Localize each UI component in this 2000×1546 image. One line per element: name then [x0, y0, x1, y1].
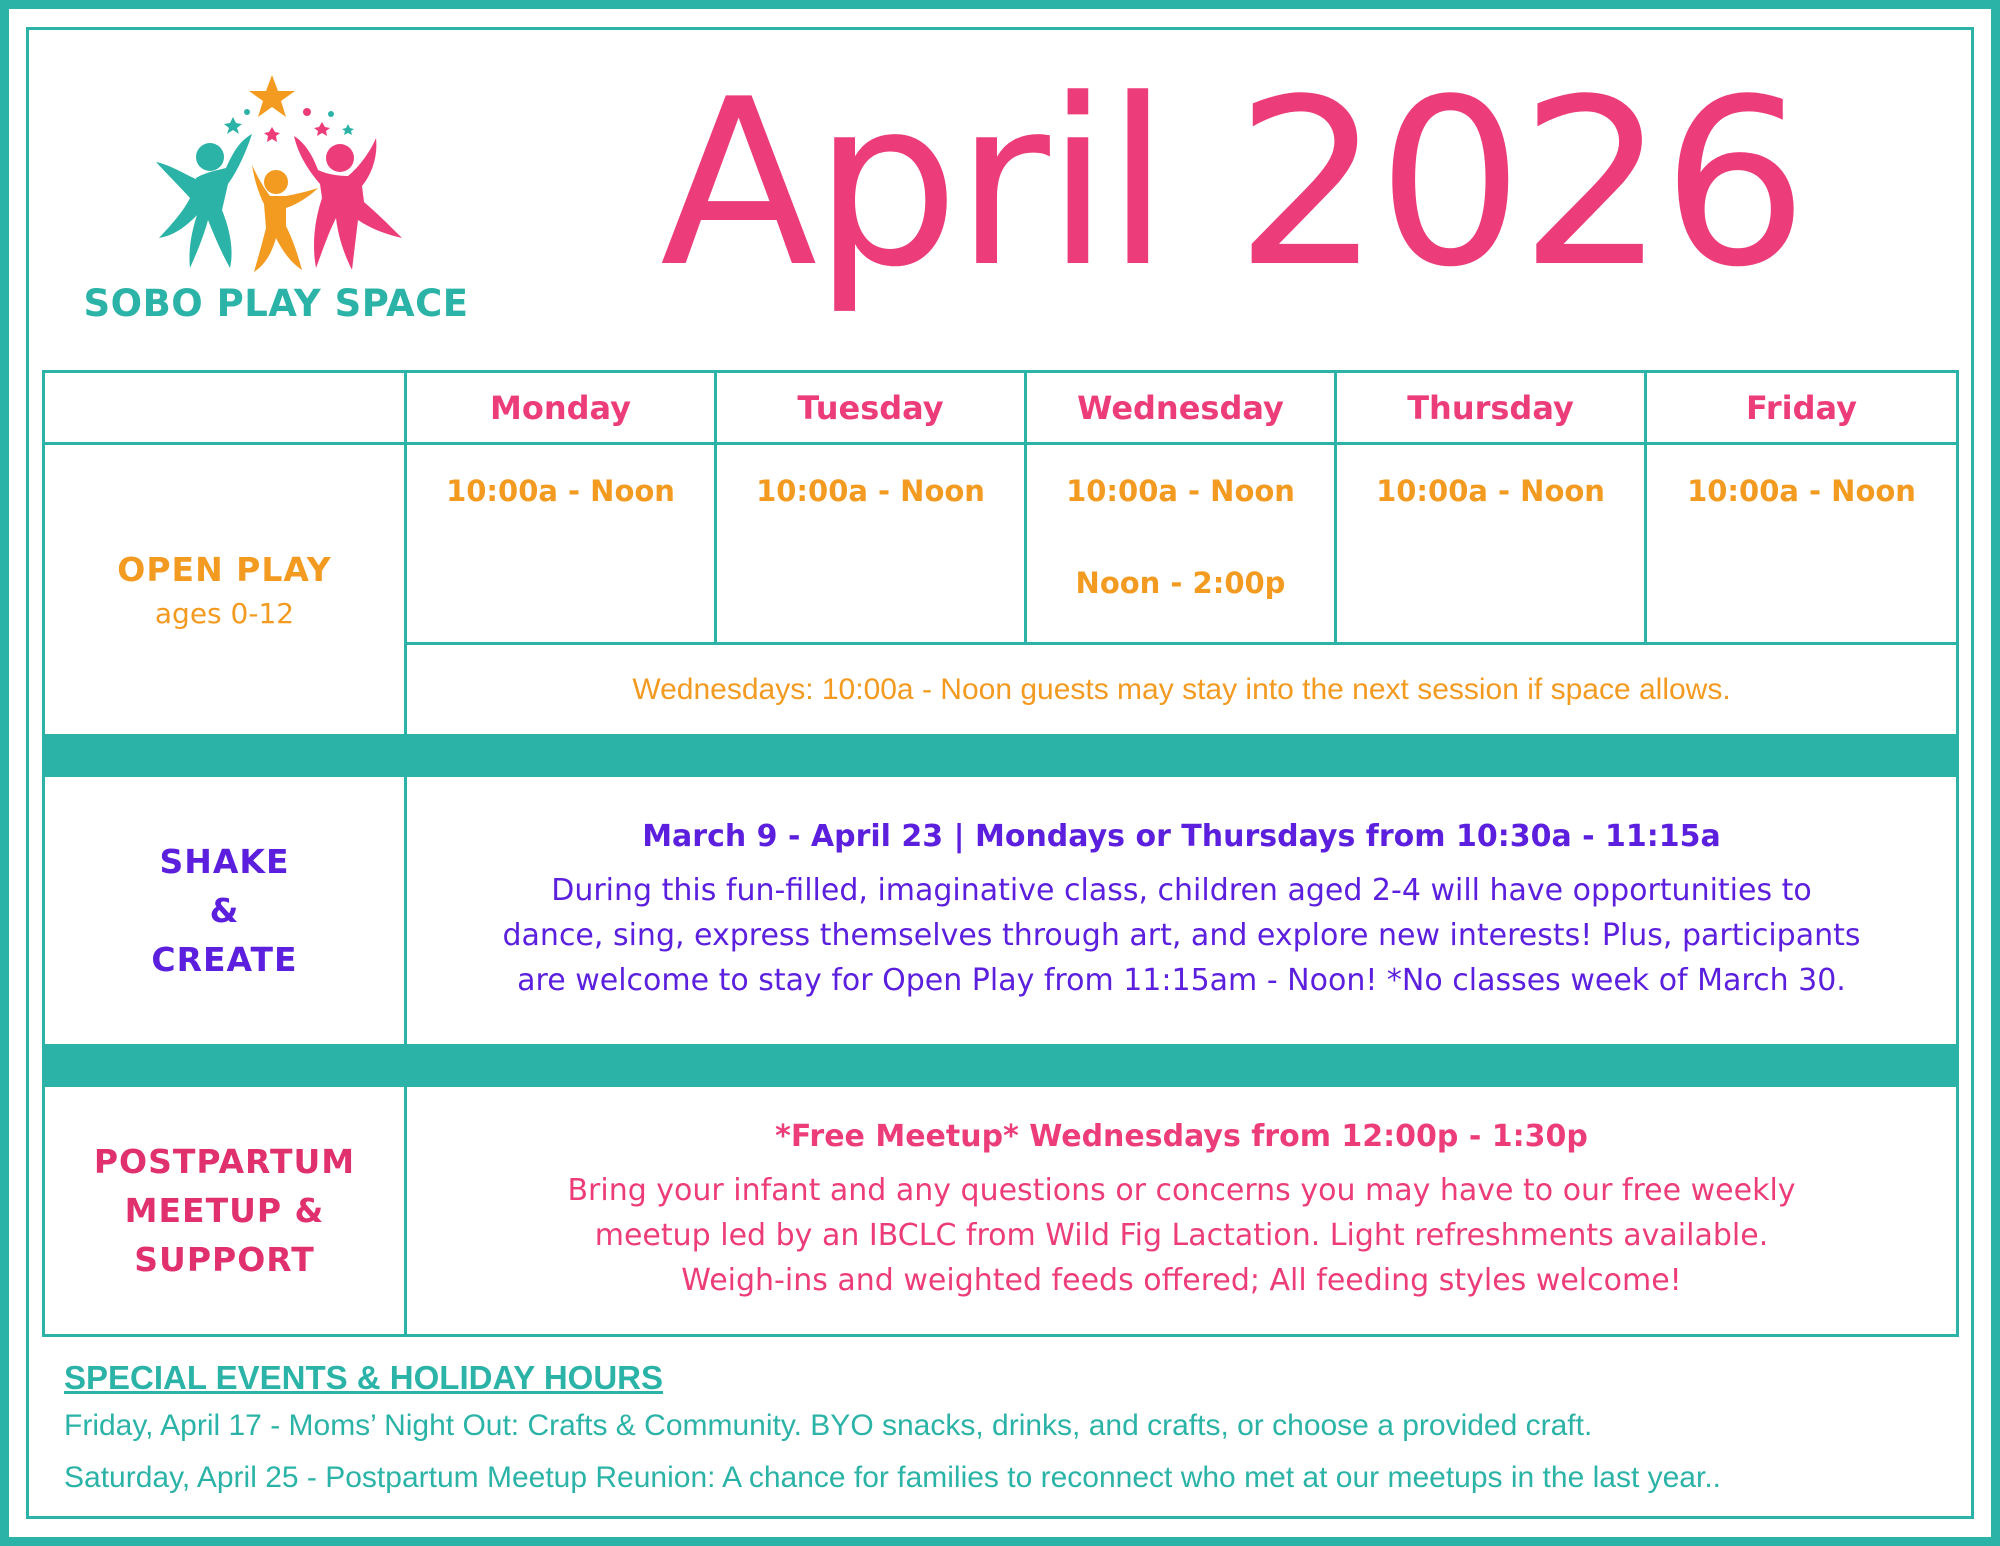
shake-create-label-line: CREATE — [151, 940, 298, 979]
open-play-monday — [406, 444, 716, 644]
postpartum-description — [407, 1168, 1956, 1303]
divider-band — [44, 736, 1958, 776]
description-line: Bring your infant and any questions or concerns you may have to our free weekly — [567, 1172, 1796, 1208]
description-line: meetup led by an IBCLC from Wild Fig Lactation. Light refreshments available. — [594, 1217, 1769, 1253]
shake-create-details — [406, 776, 1958, 1046]
postpartum-details — [406, 1086, 1958, 1336]
postpartum-label-line: SUPPORT — [134, 1240, 315, 1279]
brand-logo — [76, 70, 476, 340]
three-kids-jumping-stars-logo-icon — [126, 70, 426, 275]
postpartum-label-line: MEETUP & — [124, 1191, 325, 1230]
description-line: Weigh-ins and weighted feeds offered; All feeding styles welcome! — [681, 1262, 1682, 1298]
day-header-tuesday: Tuesday — [716, 372, 1026, 444]
day-header-wednesday: Wednesday — [1026, 372, 1336, 444]
time-slot: 10:00a - Noon — [1376, 474, 1605, 508]
open-play-row — [44, 444, 1958, 644]
time-slot: Noon - 2:00p — [1075, 566, 1286, 600]
day-header-monday: Monday — [406, 372, 716, 444]
open-play-thursday — [1336, 444, 1646, 644]
divider-band-cell — [44, 736, 1958, 776]
shake-create-headline: March 9 - April 23 | Mondays or Thursdays from 10:30a - 11:15a — [642, 818, 1721, 854]
divider-band — [44, 1046, 1958, 1086]
open-play-friday — [1646, 444, 1958, 644]
special-events-title: SPECIAL EVENTS & HOLIDAY HOURS — [64, 1359, 664, 1396]
description-line: dance, sing, express themselves through art, and explore new interests! Plus, participants — [502, 917, 1861, 953]
day-header-friday: Friday — [1646, 372, 1958, 444]
special-event-item: Friday, April 17 - Moms’ Night Out: Crafts & Community. BYO snacks, drinks, and crafts, or choose a provided craft. — [64, 1409, 1593, 1442]
open-play-wednesday — [1026, 444, 1336, 644]
time-slot: 10:00a - Noon — [756, 474, 985, 508]
empty-header-cell — [44, 372, 406, 444]
shake-create-label-line: SHAKE — [159, 842, 290, 881]
open-play-label-cell — [44, 444, 406, 736]
shake-create-label-line: & — [209, 891, 240, 930]
schedule-table — [42, 370, 1959, 1337]
open-play-ages: ages 0-12 — [154, 596, 295, 630]
page-title: April 2026 — [660, 51, 1805, 318]
special-events — [64, 1356, 1944, 1504]
description-line: are welcome to stay for Open Play from 11:15am - Noon! *No classes week of March 30. — [517, 962, 1846, 998]
time-slot: 10:00a - Noon — [1687, 474, 1916, 508]
special-event-item: Saturday, April 25 - Postpartum Meetup Reunion: A chance for families to reconnect who met at our meetups in the last year.. — [64, 1461, 1721, 1494]
time-slot: 10:00a - Noon — [446, 474, 675, 508]
postpartum-headline: *Free Meetup* Wednesdays from 12:00p - 1:30p — [775, 1118, 1588, 1154]
postpartum-label-line: POSTPARTUM — [93, 1142, 356, 1181]
shake-create-row — [44, 776, 1958, 1046]
open-play-tuesday — [716, 444, 1026, 644]
description-line: During this fun-filled, imaginative class, children aged 2-4 will have opportunities to — [551, 872, 1812, 908]
postpartum-label-cell — [44, 1086, 406, 1336]
postpartum-row — [44, 1086, 1958, 1336]
brand-name: SOBO PLAY SPACE — [83, 282, 469, 325]
open-play-note: Wednesdays: 10:00a - Noon guests may stay into the next session if space allows. — [406, 644, 1958, 736]
shake-create-label-cell — [44, 776, 406, 1046]
day-header-thursday: Thursday — [1336, 372, 1646, 444]
time-slot: 10:00a - Noon — [1066, 474, 1295, 508]
divider-band-cell — [44, 1046, 1958, 1086]
open-play-title: OPEN PLAY — [117, 549, 332, 589]
shake-create-description — [407, 868, 1956, 1003]
day-header-row — [44, 372, 1958, 444]
